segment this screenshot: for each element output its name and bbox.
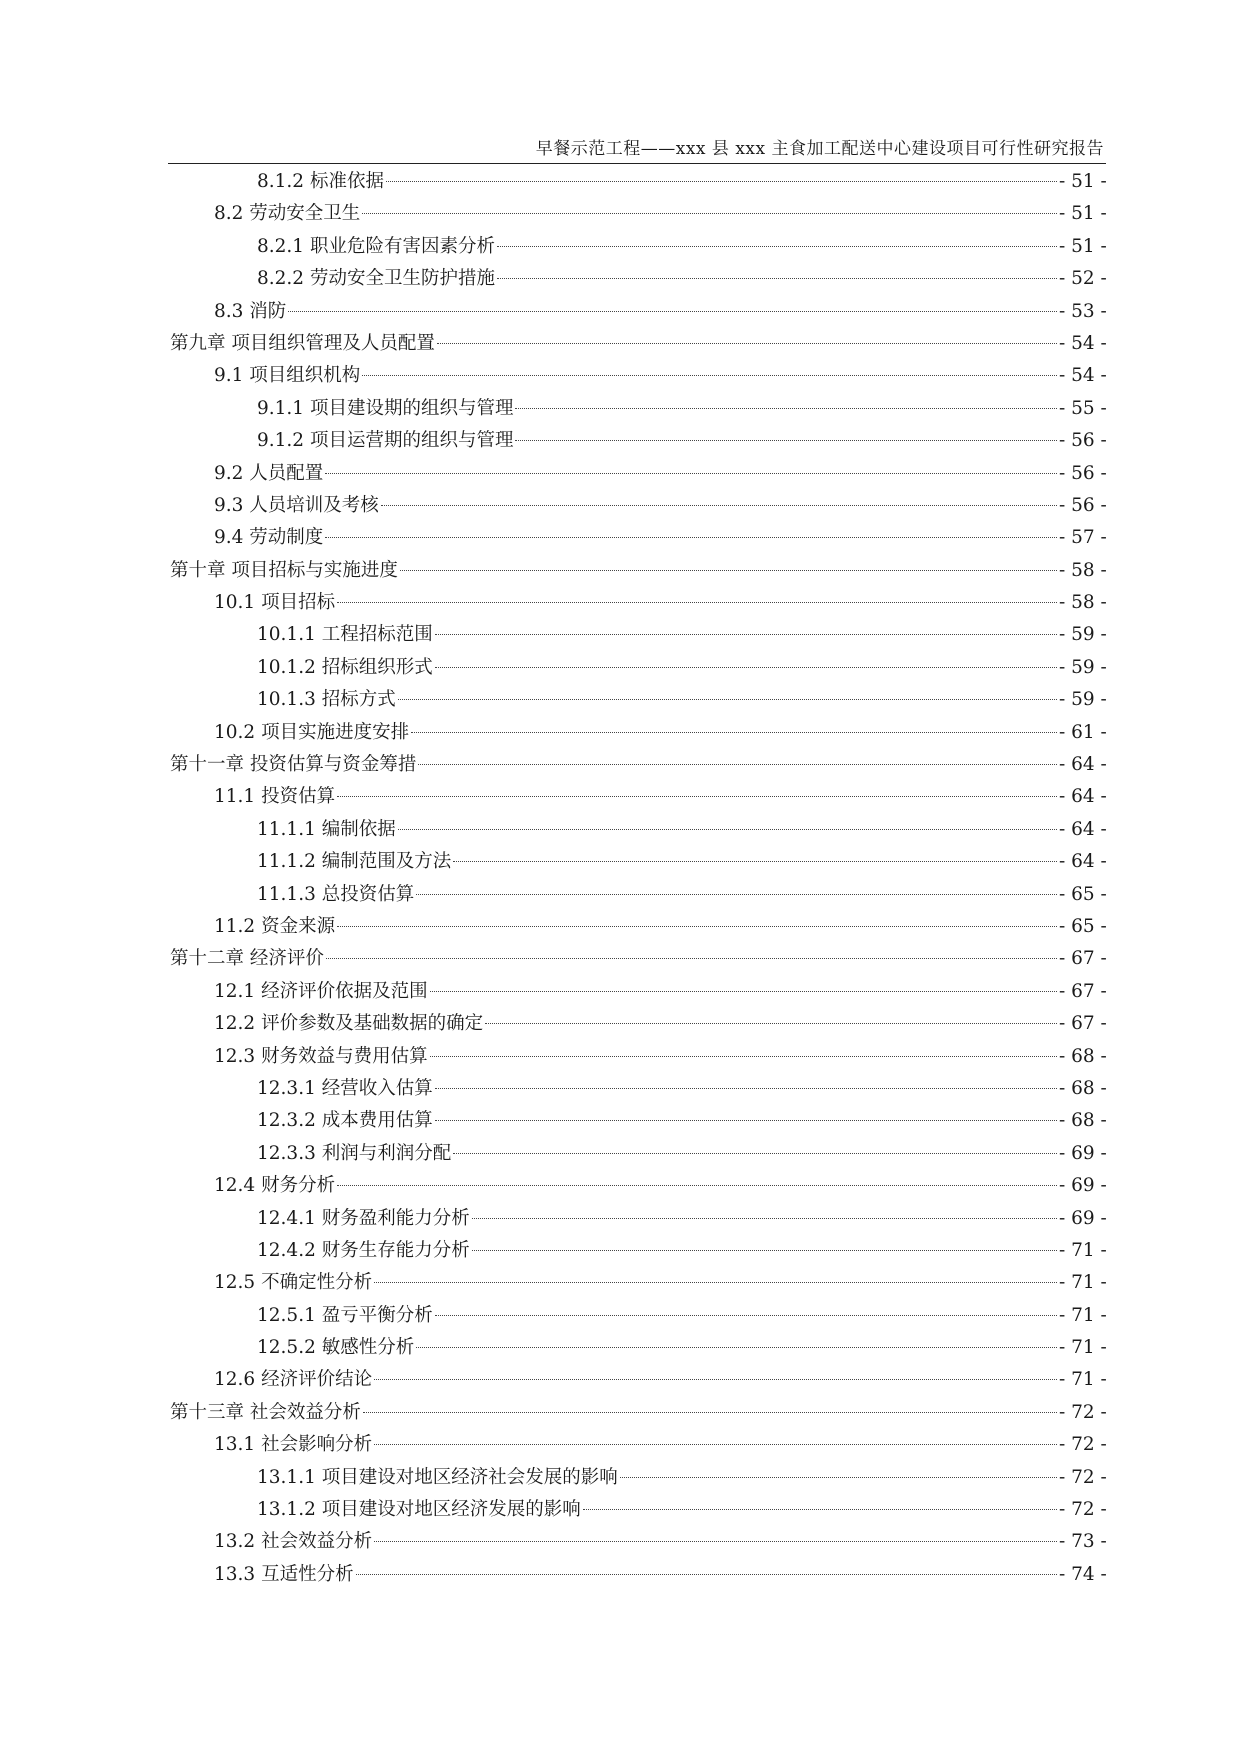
toc-leader-dots	[472, 1198, 1057, 1219]
toc-entry-page-number: - 52 -	[1059, 268, 1107, 290]
toc-leader-dots	[356, 1554, 1057, 1575]
toc-leader-dots	[437, 323, 1057, 344]
toc-entry-page-number: - 72 -	[1059, 1401, 1107, 1423]
toc-entry-title: 12.3.3 利润与利润分配	[257, 1142, 452, 1164]
toc-entry-page-number: - 71 -	[1059, 1337, 1107, 1359]
toc-entry-page-number: - 71 -	[1059, 1272, 1107, 1294]
toc-leader-dots	[374, 1521, 1057, 1542]
toc-leader-dots	[453, 1133, 1057, 1154]
toc-entry-title: 9.1 项目组织机构	[214, 365, 361, 387]
toc-leader-dots	[363, 1392, 1057, 1413]
toc-entry-page-number: - 64 -	[1059, 786, 1107, 808]
toc-entry-title: 第十三章 社会效益分析	[170, 1401, 361, 1423]
toc-entry-page-number: - 72 -	[1059, 1499, 1107, 1521]
toc-entry-title: 第九章 项目组织管理及人员配置	[170, 332, 435, 354]
toc-leader-dots	[418, 744, 1057, 765]
toc-entry-title: 10.1.2 招标组织形式	[257, 656, 433, 678]
toc-entry-title: 12.3.2 成本费用估算	[257, 1110, 433, 1132]
toc-entry-title: 第十二章 经济评价	[170, 948, 324, 970]
toc-entry-page-number: - 71 -	[1059, 1304, 1107, 1326]
toc-leader-dots	[435, 1068, 1057, 1089]
toc-leader-dots	[325, 453, 1057, 474]
toc-entry-title: 10.1 项目招标	[214, 592, 336, 614]
toc-leader-dots	[374, 1424, 1057, 1445]
toc-entry-title: 13.3 互适性分析	[214, 1563, 354, 1585]
toc-entry-title: 12.5.1 盈亏平衡分析	[257, 1304, 433, 1326]
toc-entry-title: 11.1 投资估算	[214, 786, 336, 808]
toc-entry-title: 10.1.1 工程招标范围	[257, 624, 433, 646]
toc-entry-title: 11.1.2 编制范围及方法	[257, 851, 452, 873]
toc-leader-dots	[411, 712, 1057, 733]
toc-entry-page-number: - 54 -	[1059, 365, 1107, 387]
toc-leader-dots	[325, 517, 1057, 538]
toc-entry-page-number: - 71 -	[1059, 1369, 1107, 1391]
toc-entry-page-number: - 67 -	[1059, 1013, 1107, 1035]
toc-entry-title: 11.1.3 总投资估算	[257, 883, 415, 905]
toc-entry-title: 9.3 人员培训及考核	[214, 494, 379, 516]
toc-entry-page-number: - 69 -	[1059, 1142, 1107, 1164]
toc-entry-page-number: - 73 -	[1059, 1531, 1107, 1553]
table-of-contents	[0, 166, 1241, 1591]
toc-entry-page-number: - 64 -	[1059, 851, 1107, 873]
toc-entry-page-number: - 51 -	[1059, 171, 1107, 192]
toc-leader-dots	[374, 1359, 1057, 1380]
toc-entry-title: 8.3 消防	[214, 300, 287, 322]
toc-entry-title: 9.1.1 项目建设期的组织与管理	[257, 397, 514, 419]
toc-leader-dots	[288, 291, 1057, 312]
toc-entry-page-number: - 64 -	[1059, 754, 1107, 776]
toc-entry-title: 9.1.2 项目运营期的组织与管理	[257, 430, 514, 452]
toc-entry-page-number: - 72 -	[1059, 1466, 1107, 1488]
toc-entry-page-number: - 64 -	[1059, 818, 1107, 840]
toc-entry-title: 12.4.2 财务生存能力分析	[257, 1239, 470, 1261]
toc-entry-page-number: - 55 -	[1059, 397, 1107, 419]
toc-entry-title: 12.4.1 财务盈利能力分析	[257, 1207, 470, 1229]
toc-leader-dots	[337, 776, 1057, 797]
toc-entry-page-number: - 69 -	[1059, 1207, 1107, 1229]
toc-entry-page-number: - 57 -	[1059, 527, 1107, 549]
toc-entry-page-number: - 54 -	[1059, 332, 1107, 354]
toc-leader-dots	[515, 388, 1057, 409]
toc-entry-title: 9.2 人员配置	[214, 462, 324, 484]
toc-entry-title: 8.1.2 标准依据	[257, 171, 384, 192]
toc-entry-page-number: - 71 -	[1059, 1239, 1107, 1261]
toc-entry-title: 11.2 资金来源	[214, 915, 336, 937]
toc-entry-page-number: - 59 -	[1059, 656, 1107, 678]
toc-entry-page-number: - 56 -	[1059, 430, 1107, 452]
toc-entry-page-number: - 68 -	[1059, 1045, 1107, 1067]
toc-leader-dots	[337, 906, 1057, 927]
toc-entry-page-number: - 59 -	[1059, 624, 1107, 646]
toc-entry-title: 12.3 财务效益与费用估算	[214, 1045, 428, 1067]
toc-leader-dots	[485, 1003, 1057, 1024]
toc-entry-page-number: - 53 -	[1059, 300, 1107, 322]
toc-entry-title: 9.4 劳动制度	[214, 527, 324, 549]
toc-entry-title: 13.1.2 项目建设对地区经济发展的影响	[257, 1499, 581, 1521]
toc-leader-dots	[497, 258, 1057, 279]
toc-entry-page-number: - 56 -	[1059, 462, 1107, 484]
toc-leader-dots	[381, 485, 1057, 506]
toc-entry-title: 13.2 社会效益分析	[214, 1531, 373, 1553]
toc-leader-dots	[430, 1036, 1057, 1057]
toc-leader-dots	[416, 874, 1057, 895]
toc-entry-title: 12.4 财务分析	[214, 1175, 336, 1197]
toc-entry-page-number: - 51 -	[1059, 203, 1107, 225]
toc-leader-dots	[497, 226, 1057, 247]
toc-leader-dots	[386, 161, 1057, 182]
page-header-title: 早餐示范工程——xxx 县 xxx 主食加工配送中心建设项目可行性研究报告	[535, 139, 1104, 159]
toc-leader-dots	[435, 614, 1057, 635]
toc-leader-dots	[400, 550, 1057, 571]
toc-leader-dots	[337, 1165, 1057, 1186]
toc-leader-dots	[374, 1262, 1057, 1283]
toc-leader-dots	[472, 1230, 1057, 1251]
toc-leader-dots	[398, 679, 1057, 700]
toc-leader-dots	[416, 1327, 1057, 1348]
toc-leader-dots	[435, 1295, 1057, 1316]
toc-entry-page-number: - 67 -	[1059, 948, 1107, 970]
toc-entry-title: 第十一章 投资估算与资金筹措	[170, 754, 417, 776]
toc-entry[interactable]	[0, 1559, 1241, 1591]
toc-leader-dots	[362, 193, 1057, 214]
toc-leader-dots	[362, 355, 1057, 376]
toc-entry-title: 13.1.1 项目建设对地区经济社会发展的影响	[257, 1466, 618, 1488]
toc-entry-title: 13.1 社会影响分析	[214, 1434, 373, 1456]
toc-leader-dots	[583, 1489, 1057, 1510]
toc-entry-page-number: - 58 -	[1059, 592, 1107, 614]
toc-entry-page-number: - 68 -	[1059, 1110, 1107, 1132]
toc-entry-page-number: - 72 -	[1059, 1434, 1107, 1456]
toc-entry-page-number: - 56 -	[1059, 494, 1107, 516]
toc-entry-title: 12.2 评价参数及基础数据的确定	[214, 1013, 484, 1035]
toc-leader-dots	[337, 582, 1057, 603]
toc-entry-page-number: - 58 -	[1059, 559, 1107, 581]
toc-entry-title: 12.6 经济评价结论	[214, 1369, 373, 1391]
toc-entry-page-number: - 68 -	[1059, 1077, 1107, 1099]
toc-leader-dots	[620, 1457, 1057, 1478]
toc-leader-dots	[435, 647, 1057, 668]
toc-entry-title: 12.3.1 经营收入估算	[257, 1077, 433, 1099]
toc-leader-dots	[326, 938, 1057, 959]
toc-leader-dots	[398, 809, 1057, 830]
toc-entry-title: 11.1.1 编制依据	[257, 818, 396, 840]
toc-leader-dots	[430, 971, 1057, 992]
toc-entry-page-number: - 51 -	[1059, 235, 1107, 257]
toc-entry-title: 8.2 劳动安全卫生	[214, 203, 361, 225]
toc-entry-title: 第十章 项目招标与实施进度	[170, 559, 398, 581]
toc-entry-title: 8.2.1 职业危险有害因素分析	[257, 235, 495, 257]
toc-leader-dots	[515, 420, 1057, 441]
toc-leader-dots	[453, 841, 1057, 862]
toc-entry-page-number: - 61 -	[1059, 721, 1107, 743]
toc-entry-title: 12.5 不确定性分析	[214, 1272, 373, 1294]
toc-entry-page-number: - 67 -	[1059, 980, 1107, 1002]
toc-entry-page-number: - 74 -	[1059, 1563, 1107, 1585]
toc-entry-page-number: - 69 -	[1059, 1175, 1107, 1197]
toc-entry-page-number: - 59 -	[1059, 689, 1107, 711]
toc-entry-page-number: - 65 -	[1059, 915, 1107, 937]
toc-entry-title: 10.2 项目实施进度安排	[214, 721, 410, 743]
toc-entry-title: 12.5.2 敏感性分析	[257, 1337, 415, 1359]
toc-entry-title: 8.2.2 劳动安全卫生防护措施	[257, 268, 495, 290]
toc-entry-title: 10.1.3 招标方式	[257, 689, 396, 711]
toc-entry-page-number: - 65 -	[1059, 883, 1107, 905]
toc-leader-dots	[435, 1100, 1057, 1121]
toc-entry-title: 12.1 经济评价依据及范围	[214, 980, 428, 1002]
